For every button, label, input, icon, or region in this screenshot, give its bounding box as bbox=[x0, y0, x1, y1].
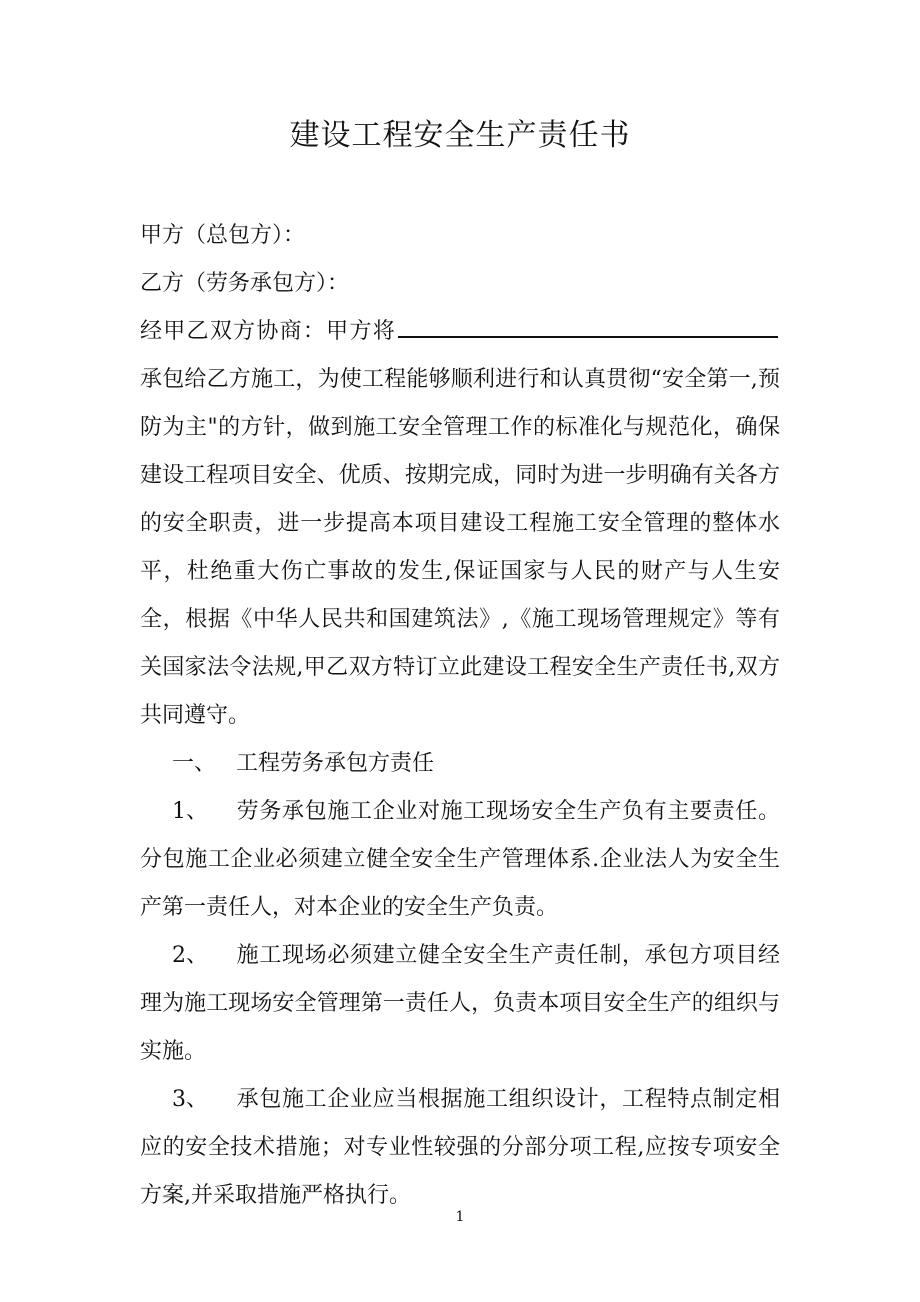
clause-text: 劳务承包施工企业对施工现场安全生产负有主要责任。分包施工企业必须建立健全安全生产管理体系.企业法人为安全生产第一责任人，对本企业的安全生产负责。 bbox=[140, 799, 780, 920]
party-b-line: 乙方（劳务承包方）： bbox=[140, 271, 350, 296]
intro-paragraph bbox=[140, 308, 780, 740]
clause-number: 1、 bbox=[172, 799, 208, 824]
document-body bbox=[140, 212, 780, 1220]
page-number: 1 bbox=[455, 1209, 465, 1225]
intro-before-blank: 经甲乙双方协商：甲方将 bbox=[140, 319, 396, 344]
clause-item bbox=[140, 788, 780, 932]
section-title: 工程劳务承包方责任 bbox=[236, 751, 435, 776]
clause-number: 2、 bbox=[172, 943, 208, 968]
project-name-blank bbox=[398, 314, 778, 338]
section-number: 一、 bbox=[172, 751, 217, 776]
party-a-line: 甲方（总包方）： bbox=[140, 223, 306, 248]
section-heading bbox=[140, 740, 780, 788]
clause-item bbox=[140, 932, 780, 1076]
intro-after-blank: 承包给乙方施工，为使工程能够顺利进行和认真贯彻“安全第一,预防为主"的方针，做到施工安全管理工作的标准化与规范化，确保建设工程项目安全、优质、按期完成，同时为进一步明确有关各方的安全职责，进一步提高本项目建设工程施工安全管理的整体水平，杜绝重大伤亡事故的发生,保证国家与人民的财产与人生安全，根据《中华人民共和国建筑法》,《施工现场管理规定》等有关国家法令法规,甲乙双方特订立此建设工程安全生产责任书,双方共同遵守。 bbox=[140, 367, 780, 728]
document-title: 建设工程安全生产责任书 bbox=[289, 118, 631, 153]
clause-item bbox=[140, 1076, 780, 1220]
clause-text: 施工现场必须建立健全安全生产责任制，承包方项目经理为施工现场安全管理第一责任人，负责本项目安全生产的组织与实施。 bbox=[140, 943, 780, 1064]
clause-text: 承包施工企业应当根据施工组织设计，工程特点制定相应的安全技术措施；对专业性较强的分部分项工程,应按专项安全方案,并采取措施严格执行。 bbox=[140, 1087, 780, 1208]
clause-number: 3、 bbox=[172, 1087, 208, 1112]
